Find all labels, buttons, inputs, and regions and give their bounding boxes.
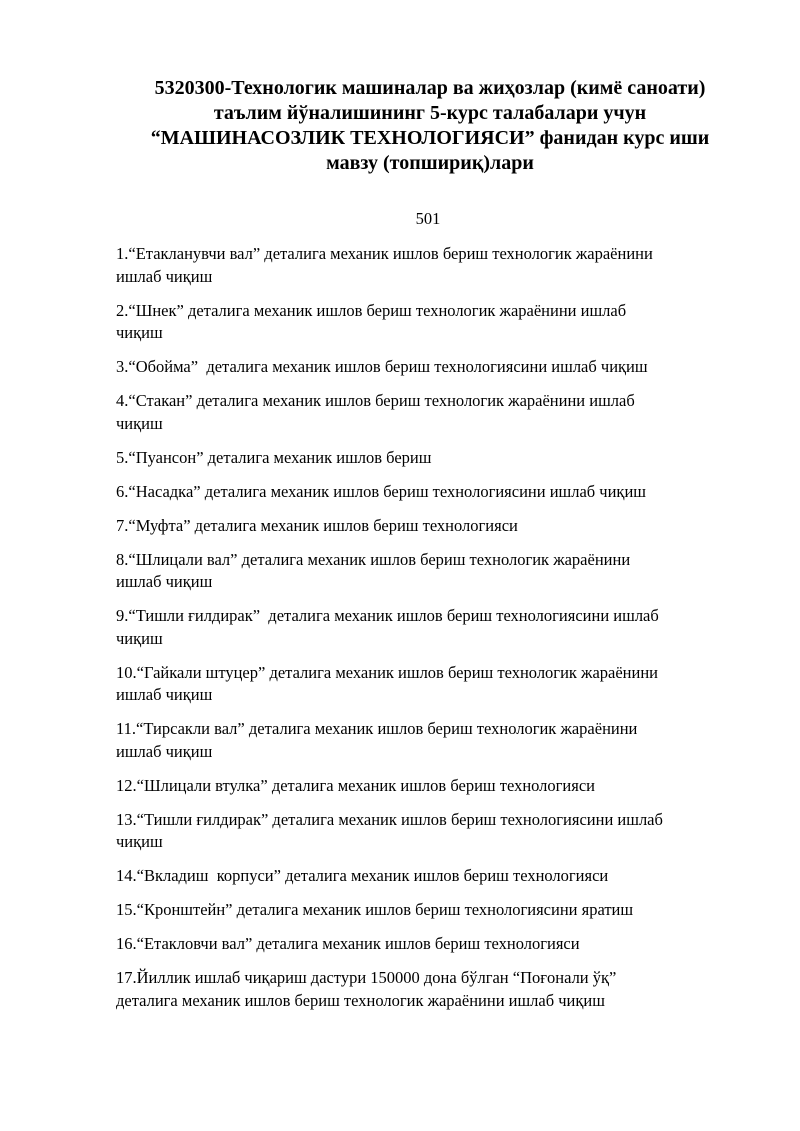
task-item: 1.“Етакланувчи вал” деталига механик ишлов бериш технологик жараёнини ишлаб чиқиш [116,244,653,286]
title-line: мавзу (топшириқ)лари [326,152,534,174]
task-item: 12.“Шлицали втулка” деталига механик ишлов бериш технологияси [116,775,595,795]
task-item: 5.“Пуансон” деталига механик ишлов бериш [116,447,432,467]
title-line: “МАШИНАСОЗЛИК ТЕХНОЛОГИЯСИ” фанидан курс иши [150,127,710,149]
task-list [116,243,756,1024]
task-item: 8.“Шлицали вал” деталига механик ишлов бериш технологик жараёнини ишлаб чиқиш [116,549,631,591]
task-item: 3.“Обойма” деталига механик ишлов бериш технологиясини ишлаб чиқиш [116,357,648,376]
task-item: 6.“Насадка” деталига механик ишлов бериш технологиясини ишлаб чиқиш [116,481,646,501]
document-title [100,76,760,176]
task-item: 10.“Гайкали штуцер” деталига механик ишлов бериш технологик жараёнини ишлаб чиқиш [116,662,658,704]
task-item: 9.“Тишли ғилдирак” деталига механик ишлов бериш технологиясини ишлаб чиқиш [116,606,659,648]
task-item: 11.“Тирсакли вал” деталига механик ишлов бериш технологик жараёнини ишлаб чиқиш [116,719,638,761]
task-item: 15.“Кронштейн” деталига механик ишлов бериш технологиясини яратиш [116,900,634,919]
task-item: 13.“Тишли ғилдирак” деталига механик ишлов бериш технологиясини ишлаб чиқиш [116,809,663,851]
task-item: 14.“Вкладиш корпуси” деталига механик ишлов бериш технологияси [116,866,609,885]
task-item: 17.Йиллик ишлаб чиқариш дастури 150000 дона бўлган “Поғонали ўқ” деталига механик ишлов бериш технологик жараёнини ишлаб чиқиш [116,968,617,1010]
variant-code: 501 [415,209,441,228]
task-item: 7.“Муфта” деталига механик ишлов бериш технологияси [116,515,518,535]
title-line: таълим йўналишининг 5-курс талабалари учун [213,102,647,124]
task-item: 2.“Шнек” деталига механик ишлов бериш технологик жараёнини ишлаб чиқиш [116,300,627,342]
title-line: 5320300-Технологик машиналар ва жиҳозлар (кимё саноати) [154,77,706,99]
task-item: 16.“Етакловчи вал” деталига механик ишлов бериш технологияси [116,934,580,953]
task-item: 4.“Стакан” деталига механик ишлов бериш технологик жараёнини ишлаб чиқиш [116,391,635,433]
